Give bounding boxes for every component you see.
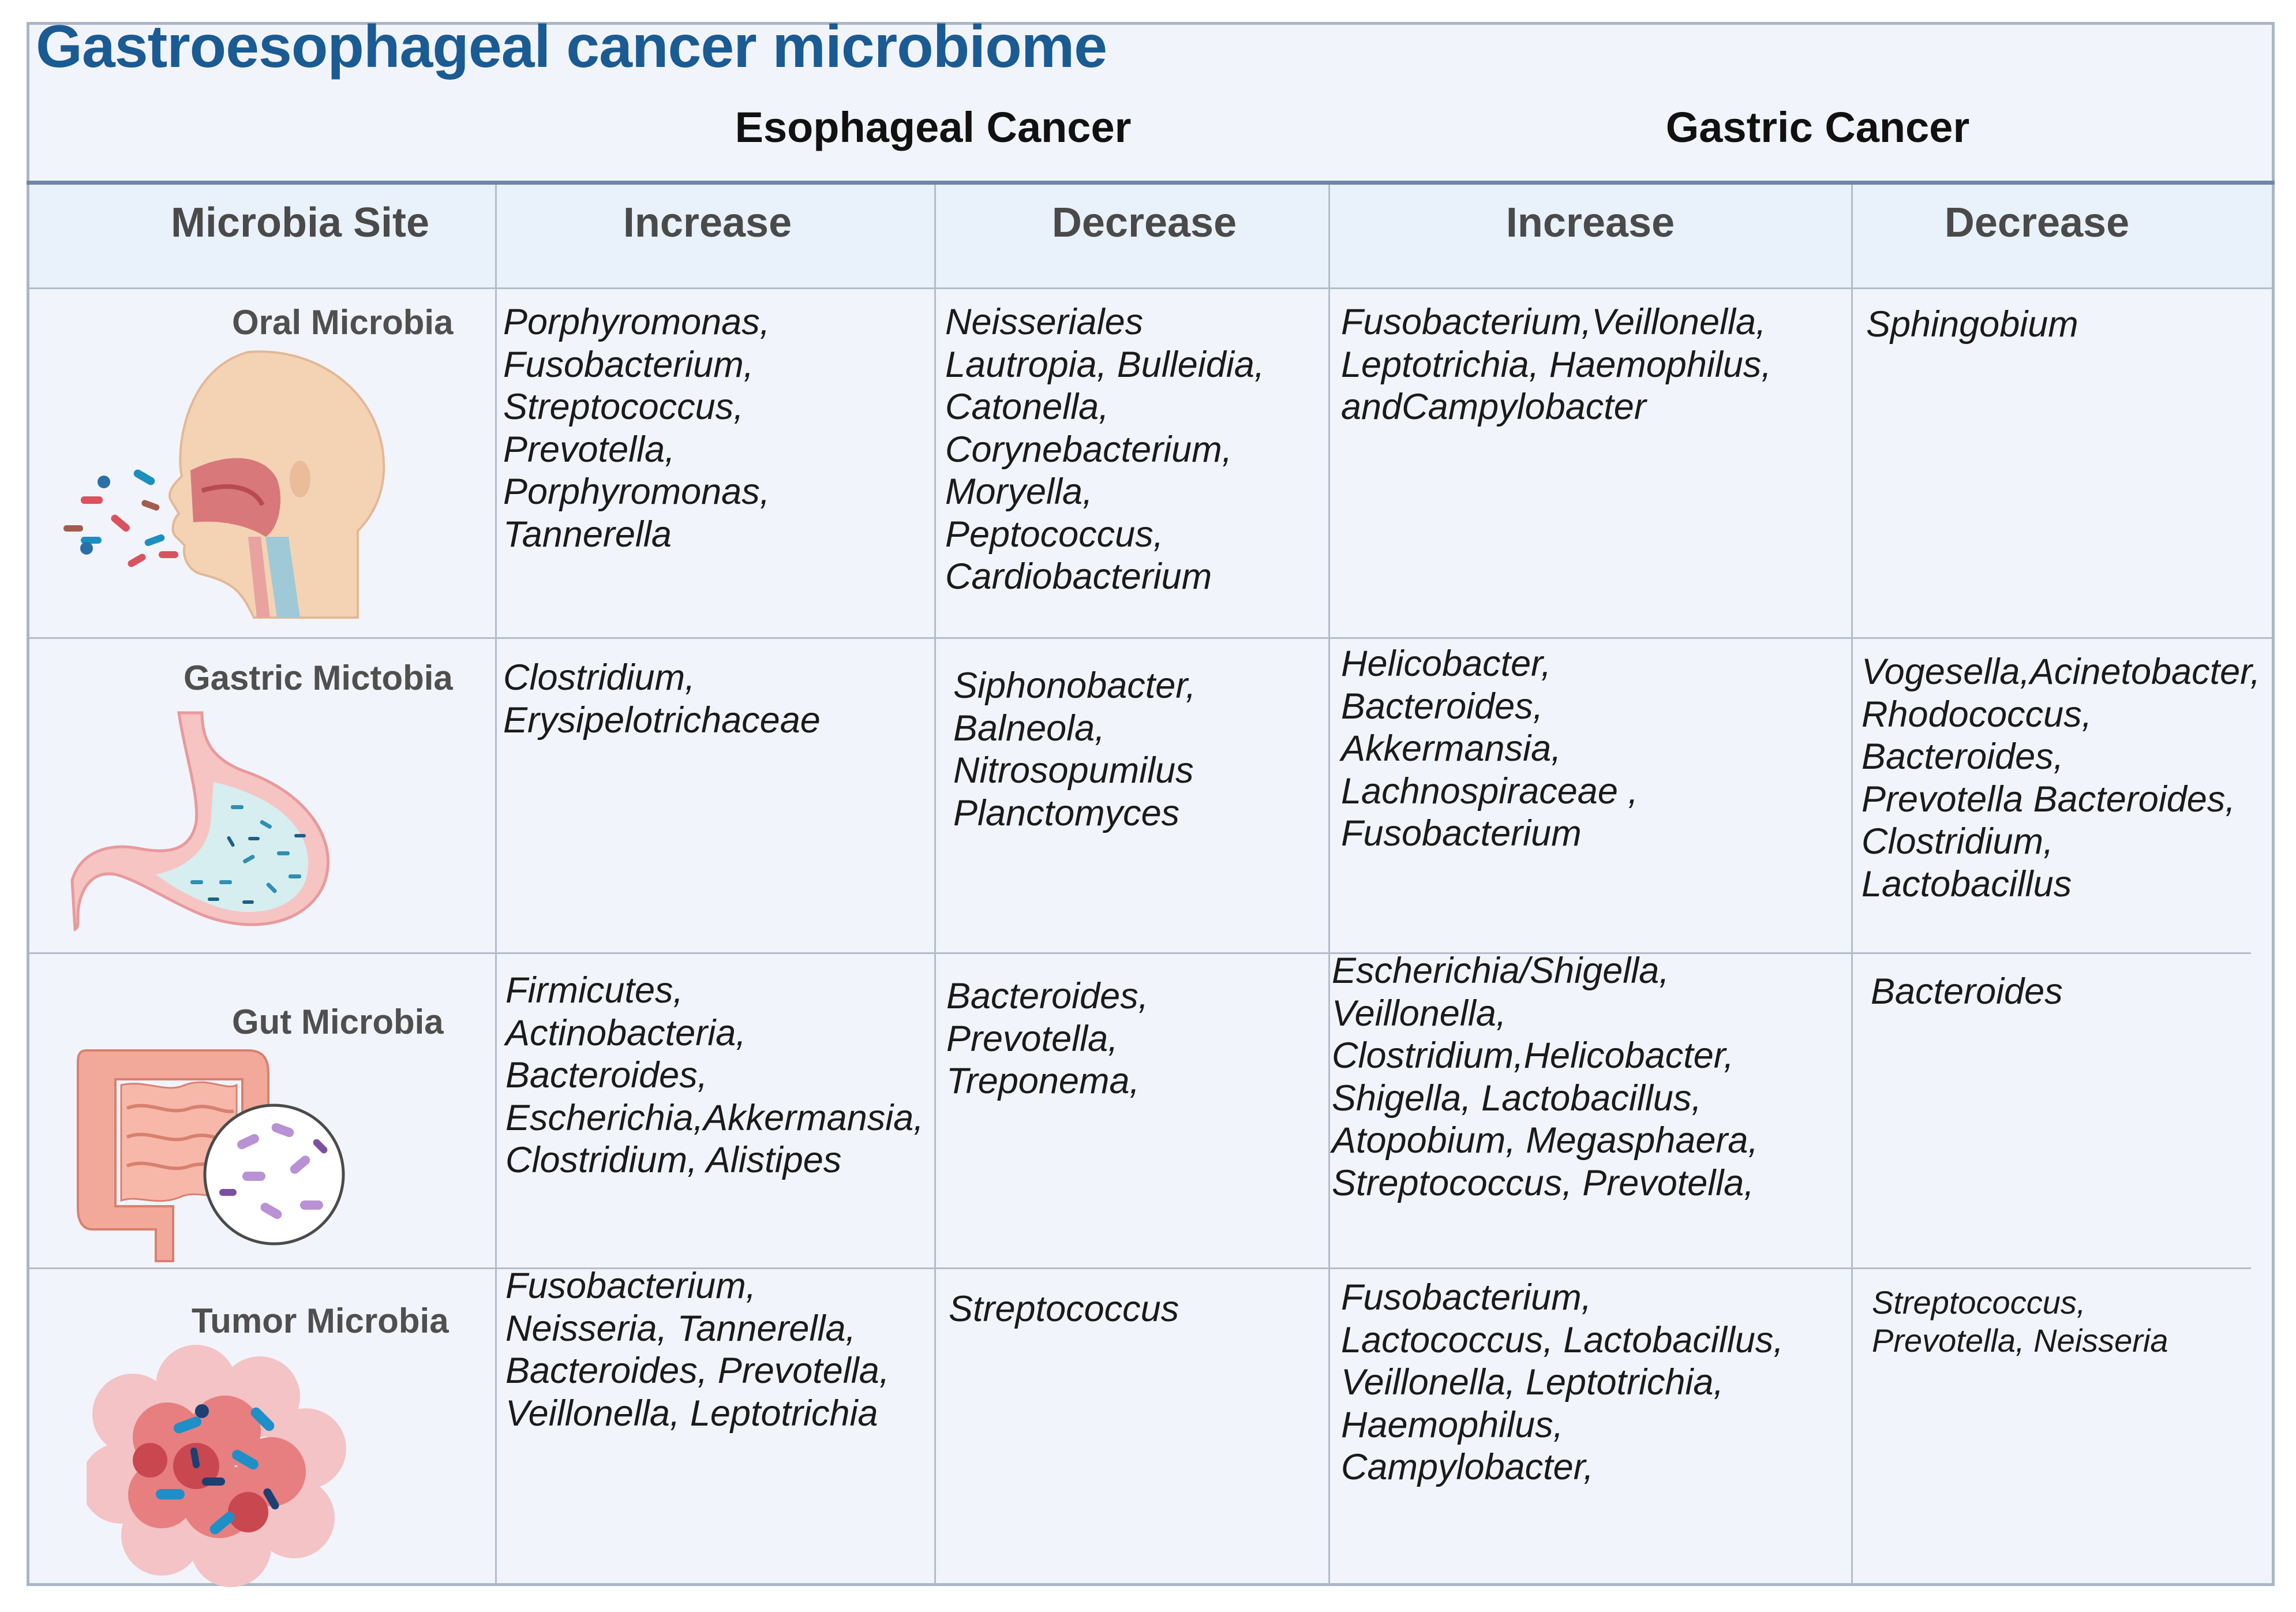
site-label-oral: Oral Microbia — [232, 303, 454, 342]
microbe-text: Actinobacteria, — [505, 1012, 746, 1053]
microbe-text: Veillonella, Leptotrichia, — [1341, 1362, 1724, 1402]
microbe-text: Helicobacter, — [1341, 644, 1552, 684]
cell-gastric-gas-decrease — [1861, 651, 2260, 906]
microbe-text: Bacteroides — [1871, 971, 2063, 1012]
cell-gastric-eso-increase — [503, 657, 821, 742]
microbe-text: Bacteroides, — [946, 976, 1149, 1016]
microbe-text: Balneola, — [953, 708, 1105, 749]
microbe-text: Clostridium, — [503, 657, 695, 698]
microbe-text: Treponema, — [946, 1061, 1140, 1101]
microbe-text: Siphonobacter, — [953, 665, 1196, 706]
microbe-text: Prevotella, Neisseria — [1872, 1322, 2168, 1359]
grid-line — [934, 185, 936, 1584]
microbe-text: Prevotella Bacteroides, — [1861, 779, 2235, 820]
microbe-text: Sphingobium — [1866, 304, 2078, 345]
site-label-gastric: Gastric Mictobia — [183, 659, 453, 697]
microbe-text: Escherichia,Akkermansia, — [505, 1097, 924, 1138]
microbe-text: Neisseria, Tannerella, — [505, 1308, 856, 1349]
cell-tumor-eso-increase — [505, 1265, 889, 1435]
microbe-text: Peptococcus, — [945, 514, 1164, 555]
cell-gastric-gas-increase — [1341, 643, 1638, 855]
microbe-text: Streptococcus — [949, 1289, 1179, 1329]
microbe-text: Haemophilus, — [1341, 1404, 1564, 1445]
microbe-text: Streptococcus, — [1872, 1284, 2086, 1321]
microbe-text: Erysipelotrichaceae — [503, 700, 821, 740]
microbe-text: Corynebacterium, — [945, 429, 1233, 470]
microbe-text: Atopobium, Megasphaera, — [1332, 1120, 1758, 1161]
microbe-text: Lactococcus, Lactobacillus, — [1341, 1319, 1784, 1360]
cell-oral-gas-increase — [1341, 301, 1771, 429]
microbe-text: Rhodococcus, — [1861, 694, 2092, 735]
microbe-text: Bacteroides, — [1341, 686, 1544, 727]
microbe-text: Tannerella — [503, 514, 672, 555]
grid-line — [495, 185, 497, 1584]
cell-tumor-eso-decrease — [949, 1288, 1179, 1331]
group-header-esophageal: Esophageal Cancer — [735, 103, 1132, 151]
microbe-text: Neisseriales — [945, 302, 1144, 342]
microbe-text: Streptococcus, — [503, 387, 744, 427]
microbe-text: Bacteroides, — [505, 1055, 708, 1095]
grid-line — [29, 952, 2251, 954]
site-label-tumor: Tumor Microbia — [192, 1301, 449, 1340]
microbe-text: andCampylobacter — [1341, 387, 1646, 427]
microbe-text: Lachnospiraceae , — [1341, 771, 1638, 811]
cell-tumor-gas-decrease — [1872, 1284, 2168, 1360]
column-header-eso-increase: Increase — [623, 200, 792, 246]
microbe-text: Clostridium, Alistipes — [505, 1140, 842, 1180]
microbe-text: Fusobacterium, — [1341, 1277, 1592, 1318]
microbe-text: Veillonella, — [1332, 993, 1507, 1034]
microbe-text: Campylobacter, — [1341, 1447, 1594, 1487]
grid-line — [29, 287, 2272, 289]
header-divider — [27, 181, 2275, 185]
microbe-text: Prevotella, — [503, 429, 675, 470]
grid-line — [29, 1267, 2251, 1269]
microbe-text: Fusobacterium, — [505, 1266, 756, 1306]
microbe-text: Prevotella, — [946, 1018, 1118, 1059]
microbe-text: Streptococcus, Prevotella, — [1332, 1162, 1754, 1203]
intestine-illustration — [69, 1039, 358, 1264]
microbe-text: Fusobacterium,Veillonella, — [1341, 302, 1766, 342]
microbe-text: Nitrosopumilus — [953, 750, 1194, 791]
grid-line — [1851, 185, 1853, 1584]
microbe-text: Cardiobacterium — [945, 556, 1212, 597]
microbe-text: Porphyromonas, — [503, 472, 770, 512]
cell-gut-eso-decrease — [946, 975, 1148, 1103]
grid-line — [29, 637, 2272, 639]
microbe-text: Veillonella, Leptotrichia — [505, 1393, 878, 1434]
group-header-gastric: Gastric Cancer — [1665, 103, 1970, 151]
microbe-text: Lautropia, Bulleidia, — [945, 344, 1265, 385]
tumor-illustration — [87, 1345, 358, 1587]
cell-gastric-eso-decrease — [953, 665, 1196, 835]
cell-tumor-gas-increase — [1341, 1277, 1784, 1489]
stomach-illustration — [69, 707, 352, 932]
cell-gut-gas-decrease — [1871, 971, 2063, 1013]
microbe-text: Escherichia/Shigella, — [1332, 951, 1669, 991]
microbe-text: Akkermansia, — [1341, 728, 1561, 769]
cell-oral-eso-increase — [503, 301, 770, 556]
microbe-text: Fusobacterium — [1341, 813, 1582, 854]
microbe-text: Clostridium, — [1861, 821, 2054, 862]
column-header-site: Microbia Site — [170, 200, 430, 246]
microbe-text: Fusobacterium, — [503, 344, 754, 385]
cell-oral-gas-decrease — [1866, 304, 2078, 346]
cell-oral-eso-decrease — [945, 301, 1264, 599]
microbe-text: Porphyromonas, — [503, 302, 770, 342]
grid-line — [1328, 185, 1330, 1584]
microbe-text: Bacteroides, Prevotella, — [505, 1351, 890, 1391]
column-header-gas-increase: Increase — [1505, 200, 1675, 246]
microbe-text: Clostridium,Helicobacter, — [1332, 1035, 1734, 1076]
microbe-text: Catonella, — [945, 387, 1109, 427]
microbe-text: Leptotrichia, Haemophilus, — [1341, 344, 1771, 385]
column-header-eso-decrease: Decrease — [1051, 200, 1237, 246]
microbe-text: Vogesella,Acinetobacter, — [1861, 652, 2261, 692]
oral-microbia-illustration — [58, 346, 415, 623]
page-title: Gastroesophageal cancer microbiome — [36, 13, 1107, 80]
site-label-gut: Gut Microbia — [232, 1003, 444, 1041]
cell-gut-eso-increase — [505, 970, 924, 1182]
column-header-gas-decrease: Decrease — [1944, 200, 2130, 246]
cell-gut-gas-increase — [1332, 950, 1758, 1205]
microbe-text: Bacteroides, — [1861, 736, 2064, 777]
microbe-text: Lactobacillus — [1861, 863, 2072, 904]
microbe-text: Shigella, Lactobacillus, — [1332, 1078, 1702, 1119]
microbe-text: Planctomyces — [953, 792, 1180, 833]
microbe-text: Firmicutes, — [505, 970, 684, 1011]
microbe-text: Moryella, — [945, 472, 1093, 512]
